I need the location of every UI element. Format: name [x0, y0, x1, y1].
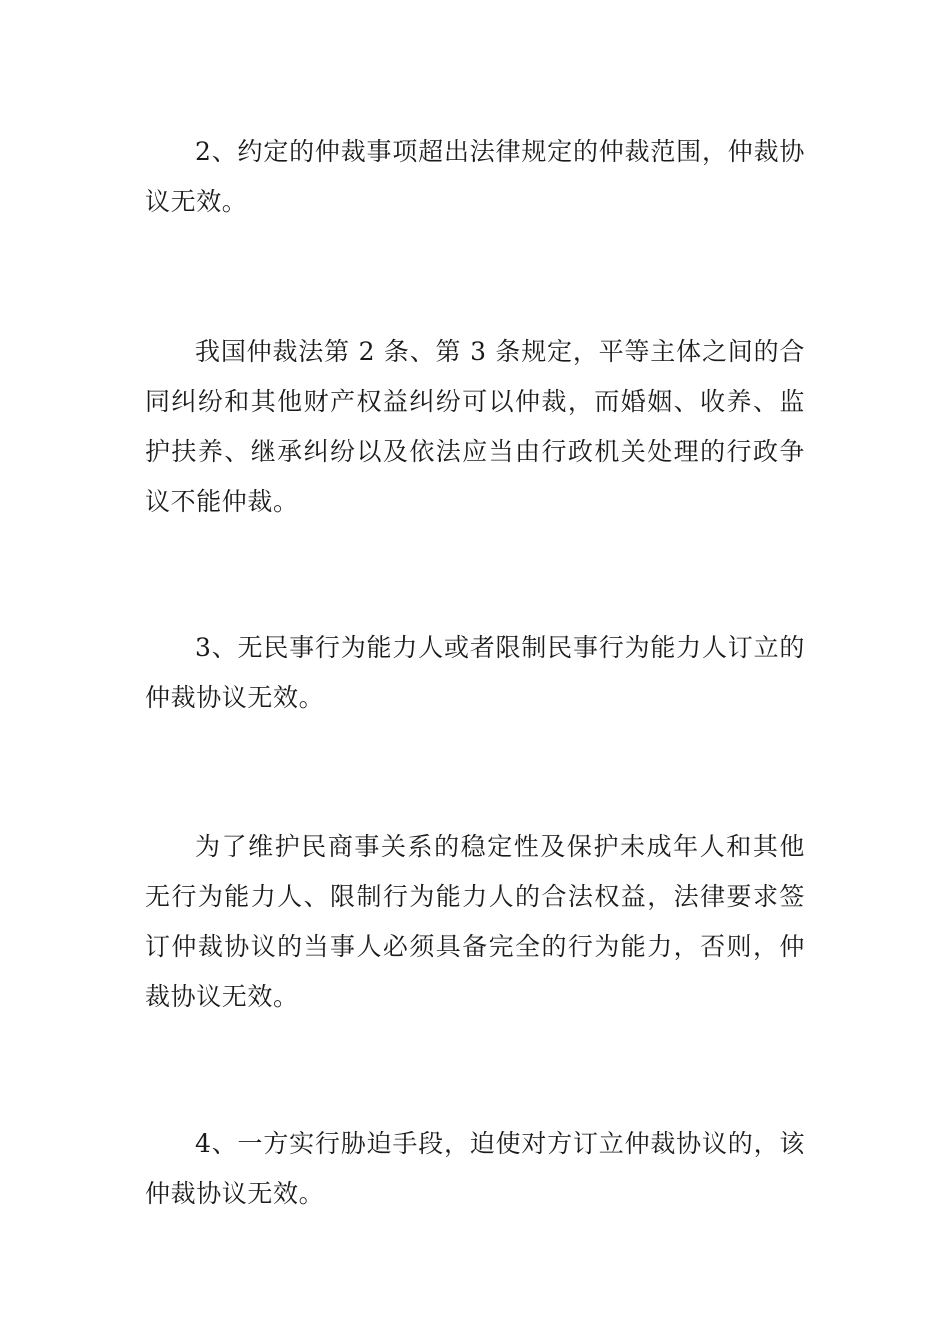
clause-2-paragraph: 2、约定的仲裁事项超出法律规定的仲裁范围，仲裁协议无效。	[145, 137, 805, 216]
clause-3-explanation-paragraph: 为了维护民商事关系的稳定性及保护未成年人和其他无行为能力人、限制行为能力人的合法权益，法律要求签订仲裁协议的当事人必须具备完全的行为能力，否则，仲裁协议无效。	[145, 832, 805, 1011]
clause-3-paragraph: 3、无民事行为能力人或者限制民事行为能力人订立的仲裁协议无效。	[145, 633, 805, 712]
clause-4-paragraph: 4、一方实行胁迫手段，迫使对方订立仲裁协议的，该仲裁协议无效。	[145, 1129, 805, 1208]
clause-2-explanation-paragraph: 我国仲裁法第 2 条、第 3 条规定，平等主体之间的合同纠纷和其他财产权益纠纷可以仲裁，而婚姻、收养、监护扶养、继承纠纷以及依法应当由行政机关处理的行政争议不能仲裁。	[145, 337, 805, 516]
